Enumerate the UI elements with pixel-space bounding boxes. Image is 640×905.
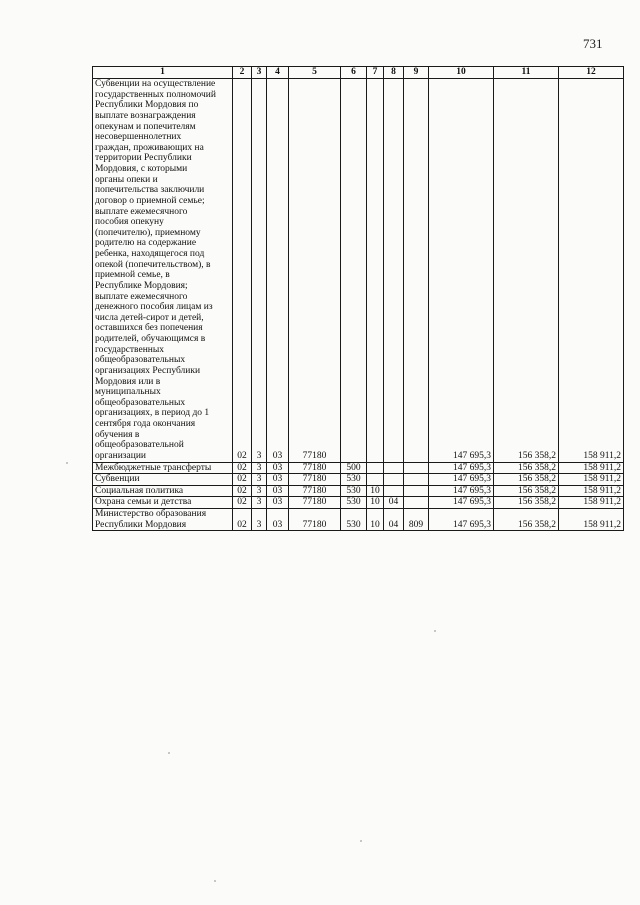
column-header: 1: [93, 67, 233, 79]
cell: 02: [233, 497, 252, 509]
row-name: Охрана семьи и детства: [93, 497, 233, 509]
row-name: Социальная политика: [93, 485, 233, 497]
cell: [341, 79, 367, 463]
budget-table: [92, 66, 624, 531]
scan-speck: [168, 752, 170, 754]
table-row: [93, 497, 624, 509]
cell: 809: [404, 509, 429, 531]
cell: 3: [252, 497, 267, 509]
cell: 77180: [289, 509, 341, 531]
amount-cell: 158 911,2: [559, 509, 624, 531]
cell: 3: [252, 509, 267, 531]
cell: [384, 462, 404, 474]
amount-cell: 147 695,3: [429, 485, 494, 497]
cell: [404, 462, 429, 474]
row-name: Субвенции: [93, 474, 233, 486]
row-name: Министерство образования Республики Мордовия: [93, 509, 233, 531]
amount-cell: 156 358,2: [494, 509, 559, 531]
table-row: [93, 509, 624, 531]
cell: 10: [367, 497, 384, 509]
amount-cell: 158 911,2: [559, 462, 624, 474]
cell: 03: [267, 509, 289, 531]
row-name: Межбюджетные трансферты: [93, 462, 233, 474]
amount-cell: 147 695,3: [429, 474, 494, 486]
table-row: [93, 462, 624, 474]
table-row: [93, 79, 624, 463]
cell: 3: [252, 485, 267, 497]
cell: [367, 79, 384, 463]
cell: 3: [252, 462, 267, 474]
cell: 77180: [289, 462, 341, 474]
cell: [404, 474, 429, 486]
amount-cell: 158 911,2: [559, 485, 624, 497]
amount-cell: 156 358,2: [494, 462, 559, 474]
cell: 10: [367, 485, 384, 497]
cell: 02: [233, 485, 252, 497]
column-header: 7: [367, 67, 384, 79]
cell: 02: [233, 474, 252, 486]
cell: 530: [341, 497, 367, 509]
column-header: 12: [559, 67, 624, 79]
cell: 77180: [289, 474, 341, 486]
cell: [384, 474, 404, 486]
scan-speck: [66, 462, 68, 464]
cell: 02: [233, 462, 252, 474]
cell: [367, 462, 384, 474]
scan-speck: [214, 880, 216, 882]
amount-cell: 156 358,2: [494, 474, 559, 486]
cell: 10: [367, 509, 384, 531]
amount-cell: 147 695,3: [429, 509, 494, 531]
amount-cell: 156 358,2: [494, 497, 559, 509]
cell: 3: [252, 79, 267, 463]
cell: 03: [267, 462, 289, 474]
row-name: Субвенции на осуществление государственных полномочий Республики Мордовия по выплате вознаграждения опекунам и попечителям несовершеннолетних граждан, проживающих на территории Республики Мордовия, с которыми органы опеки и попечительства заключили договор о приемной семье; выплате ежемесячного пособия опекуну (попечителю), приемному родителю на содержание ребенка, находящегося под опекой (попечительством), в приемной семье, в Республике Мордовия; выплате ежемесячного денежного пособия лицам из числа детей-сирот и детей, оставшихся без попечения родителей, обучающимся в государственных общеобразовательных организациях Республики Мордовия или в муниципальных общеобразовательных организациях, в период до 1 сентября года окончания обучения в общеобразовательной организации: [93, 79, 233, 463]
column-header: 10: [429, 67, 494, 79]
cell: 530: [341, 509, 367, 531]
table-row: [93, 485, 624, 497]
column-header: 9: [404, 67, 429, 79]
column-header: 2: [233, 67, 252, 79]
cell: 03: [267, 79, 289, 463]
amount-cell: 158 911,2: [559, 79, 624, 463]
cell: 3: [252, 474, 267, 486]
amount-cell: 147 695,3: [429, 462, 494, 474]
cell: 77180: [289, 79, 341, 463]
page-number: 731: [583, 36, 603, 51]
cell: 500: [341, 462, 367, 474]
cell: [404, 79, 429, 463]
cell: 03: [267, 497, 289, 509]
amount-cell: 158 911,2: [559, 497, 624, 509]
amount-cell: 158 911,2: [559, 474, 624, 486]
cell: 02: [233, 79, 252, 463]
cell: [384, 79, 404, 463]
column-header: 3: [252, 67, 267, 79]
cell: 530: [341, 485, 367, 497]
cell: 03: [267, 485, 289, 497]
cell: 530: [341, 474, 367, 486]
column-header: 5: [289, 67, 341, 79]
cell: [367, 474, 384, 486]
amount-cell: 147 695,3: [429, 497, 494, 509]
cell: 04: [384, 509, 404, 531]
cell: [404, 497, 429, 509]
amount-cell: 156 358,2: [494, 485, 559, 497]
table-row: [93, 474, 624, 486]
cell: 02: [233, 509, 252, 531]
amount-cell: 147 695,3: [429, 79, 494, 463]
cell: 77180: [289, 497, 341, 509]
cell: [404, 485, 429, 497]
column-header: 11: [494, 67, 559, 79]
amount-cell: 156 358,2: [494, 79, 559, 463]
scan-speck: [434, 630, 436, 632]
cell: 04: [384, 497, 404, 509]
cell: 03: [267, 474, 289, 486]
header-row: [93, 67, 624, 79]
scan-speck: [360, 840, 362, 842]
column-header: 6: [341, 67, 367, 79]
column-header: 8: [384, 67, 404, 79]
cell: 77180: [289, 485, 341, 497]
cell: [384, 485, 404, 497]
column-header: 4: [267, 67, 289, 79]
